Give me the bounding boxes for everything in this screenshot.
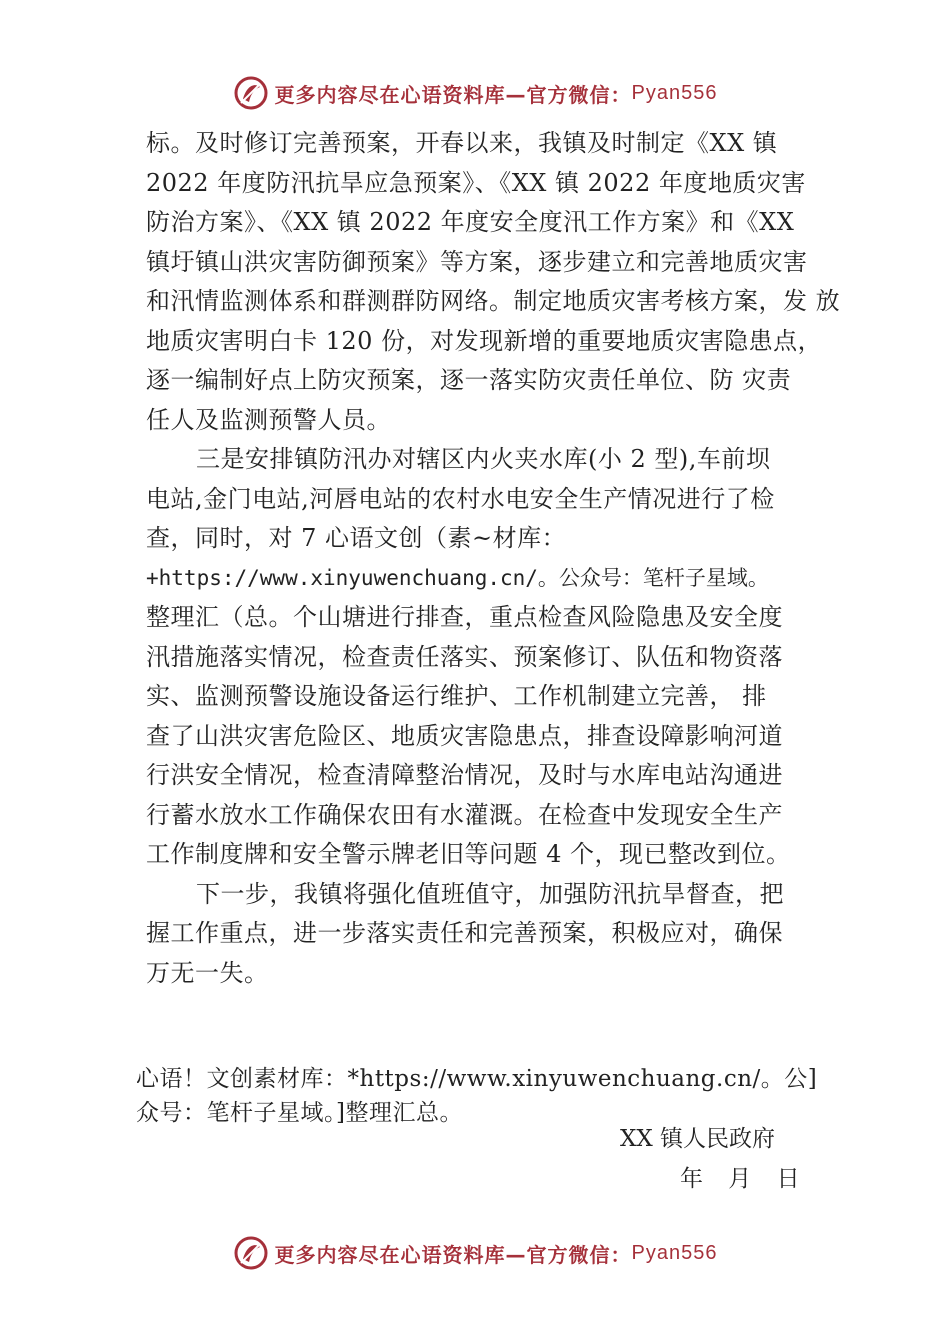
text-line: 和汛情监测体系和群测群防网络。制定地质灾害考核方案，发 放 bbox=[146, 287, 841, 315]
signature-date: 年 月 日 bbox=[680, 1166, 800, 1192]
text-line: 电站,金门电站,河唇电站的农村水电安全生产情况进行了检 bbox=[146, 484, 775, 513]
text-line: 汛措施落实情况，检查责任落实、预案修订、队伍和物资落 bbox=[146, 642, 783, 671]
text-line: 2022 年度防汛抗旱应急预案》、《XX 镇 2022 年度地质灾害 bbox=[146, 168, 806, 197]
text-line: 工作制度牌和安全警示牌老旧等问题 4 个，现已整改到位。 bbox=[146, 840, 791, 868]
text-line: 握工作重点，进一步落实责任和完善预案，积极应对，确保 bbox=[146, 919, 783, 947]
header-banner bbox=[0, 70, 950, 116]
source-note-line: 心语！文创素材库：*https://www.xinyuwenchuang.cn/。公] bbox=[136, 1066, 818, 1092]
text-line: 整理汇（总。个山塘进行排查，重点检查风险隐患及安全度 bbox=[146, 603, 783, 631]
banner-text: 更多内容尽在心语资料库—官方微信： bbox=[274, 82, 632, 107]
brand-logo-icon bbox=[233, 75, 269, 111]
signature-organization: XX 镇人民政府 bbox=[620, 1126, 776, 1152]
text-line: 标。及时修订完善预案，开春以来，我镇及时制定《XX 镇 bbox=[146, 129, 778, 157]
text-line: 逐一编制好点上防灾预案，逐一落实防灾责任单位、防 灾责 bbox=[146, 366, 792, 394]
text-line: 万无一失。 bbox=[146, 958, 269, 987]
url-line: +https://www.xinyuwenchuang.cn/。公众号：笔杆子星域。 bbox=[146, 565, 769, 590]
text-line: 实、监测预警设施设备运行维护、工作机制建立完善， 排 bbox=[146, 682, 767, 710]
text-line: 查了山洪灾害危险区、地质灾害隐患点，排查设障影响河道 bbox=[146, 721, 783, 750]
banner-wechat-id: Pyan556 bbox=[631, 81, 718, 104]
document-body bbox=[146, 124, 841, 993]
paragraph-start-line: 三是安排镇防汛办对辖区内火夹水库(小 2 型),车前坝 bbox=[196, 445, 771, 473]
text-line: 任人及监测预警人员。 bbox=[146, 405, 391, 434]
banner-wechat-id: Pyan556 bbox=[631, 1241, 718, 1264]
text-line: 防治方案》、《XX 镇 2022 年度安全度汛工作方案》和《XX bbox=[146, 208, 795, 236]
text-line: 地质灾害明白卡 120 份，对发现新增的重要地质灾害隐患点， bbox=[146, 326, 823, 355]
text-line: 查，同时，对 7 心语文创（素~材库： bbox=[146, 524, 567, 552]
paragraph-start-line: 下一步，我镇将强化值班值守，加强防汛抗旱督查，把 bbox=[196, 879, 784, 908]
source-note-line: 众号：笔杆子星域。]整理汇总。 bbox=[136, 1100, 463, 1126]
text-line: 行蓄水放水工作确保农田有水灌溉。在检查中发现安全生产 bbox=[146, 800, 783, 829]
text-line: 行洪安全情况，检查清障整治情况，及时与水库电站沟通进 bbox=[146, 761, 783, 789]
text-line: 镇圩镇山洪灾害防御预案》等方案，逐步建立和完善地质灾害 bbox=[146, 247, 808, 276]
footer-banner bbox=[0, 1230, 950, 1276]
brand-logo-icon bbox=[233, 1235, 269, 1271]
banner-text: 更多内容尽在心语资料库—官方微信： bbox=[274, 1242, 632, 1267]
